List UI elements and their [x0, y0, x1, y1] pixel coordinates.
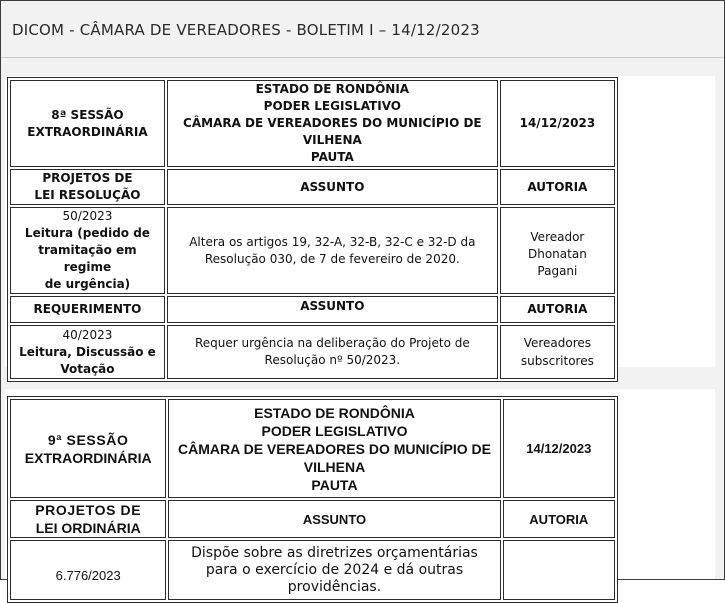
- request-number: 40/2023: [62, 327, 113, 342]
- bill-subject: Altera os artigos 19, 32-A, 32-B, 32-C e 32-D da Resolução 030, de 7 de fevereiro de 2020.: [167, 207, 498, 294]
- agenda-table-9th-session: [7, 396, 618, 603]
- subject-header: ASSUNTO: [168, 500, 500, 538]
- session-label: 9ª SESSÃO EXTRAORDINÁRIA: [10, 399, 166, 498]
- section-separator: [5, 58, 715, 76]
- request-subject: Requer urgência na deliberação do Projeto de Resolução nº 50/2023.: [167, 325, 498, 379]
- session-label: 8ª SESSÃO EXTRAORDINÁRIA: [10, 80, 165, 167]
- bill-number: 50/2023: [62, 209, 113, 223]
- bill-type-label: PROJETOS DE LEI RESOLUÇÃO: [10, 169, 165, 205]
- bill-number-cell: [10, 207, 165, 294]
- session-date: 14/12/2023: [503, 399, 615, 498]
- procedure-line: Leitura (pedido de: [24, 226, 150, 240]
- session-date: 14/12/2023: [500, 80, 615, 167]
- bill-number: 6.776/2023: [10, 540, 166, 600]
- agenda-table-8th-session: [7, 77, 618, 382]
- request-number-cell: [10, 325, 165, 379]
- subject-header: ASSUNTO: [167, 296, 498, 323]
- subject-header: ASSUNTO: [167, 169, 498, 205]
- author-header: AUTORIA: [500, 169, 615, 205]
- agenda-heading: ESTADO DE RONDÔNIA PODER LEGISLATIVO CÂMARA DE VEREADORES DO MUNICÍPIO DE VILHENA PAUTA: [167, 80, 498, 167]
- procedure-line: Votação: [60, 361, 115, 376]
- bill-type-label: PROJETOS DE LEI ORDINÁRIA: [10, 500, 166, 538]
- bill-author: [503, 540, 615, 600]
- page-title: DICOM - CÂMARA DE VEREADORES - BOLETIM I – 14/12/2023: [12, 21, 480, 39]
- request-type-label: REQUERIMENTO: [10, 296, 165, 323]
- procedure-line: Leitura, Discussão e: [19, 344, 156, 359]
- author-header: AUTORIA: [503, 500, 615, 538]
- right-gutter: [715, 58, 724, 579]
- bill-author: Vereador Dhonatan Pagani: [500, 207, 615, 294]
- page-header: [1, 1, 724, 58]
- agenda-heading: ESTADO DE RONDÔNIA PODER LEGISLATIVO CÂMARA DE VEREADORES DO MUNICÍPIO DE VILHENA PAUTA: [168, 399, 500, 498]
- procedure-line: tramitação em regime: [38, 243, 137, 274]
- author-header: AUTORIA: [500, 296, 615, 323]
- bill-subject: Dispõe sobre as diretrizes orçamentárias para o exercício de 2024 e dá outras providências.: [168, 540, 500, 600]
- request-author: Vereadores subscritores: [500, 325, 615, 379]
- procedure-line: de urgência): [44, 277, 131, 291]
- left-gutter: [1, 58, 5, 579]
